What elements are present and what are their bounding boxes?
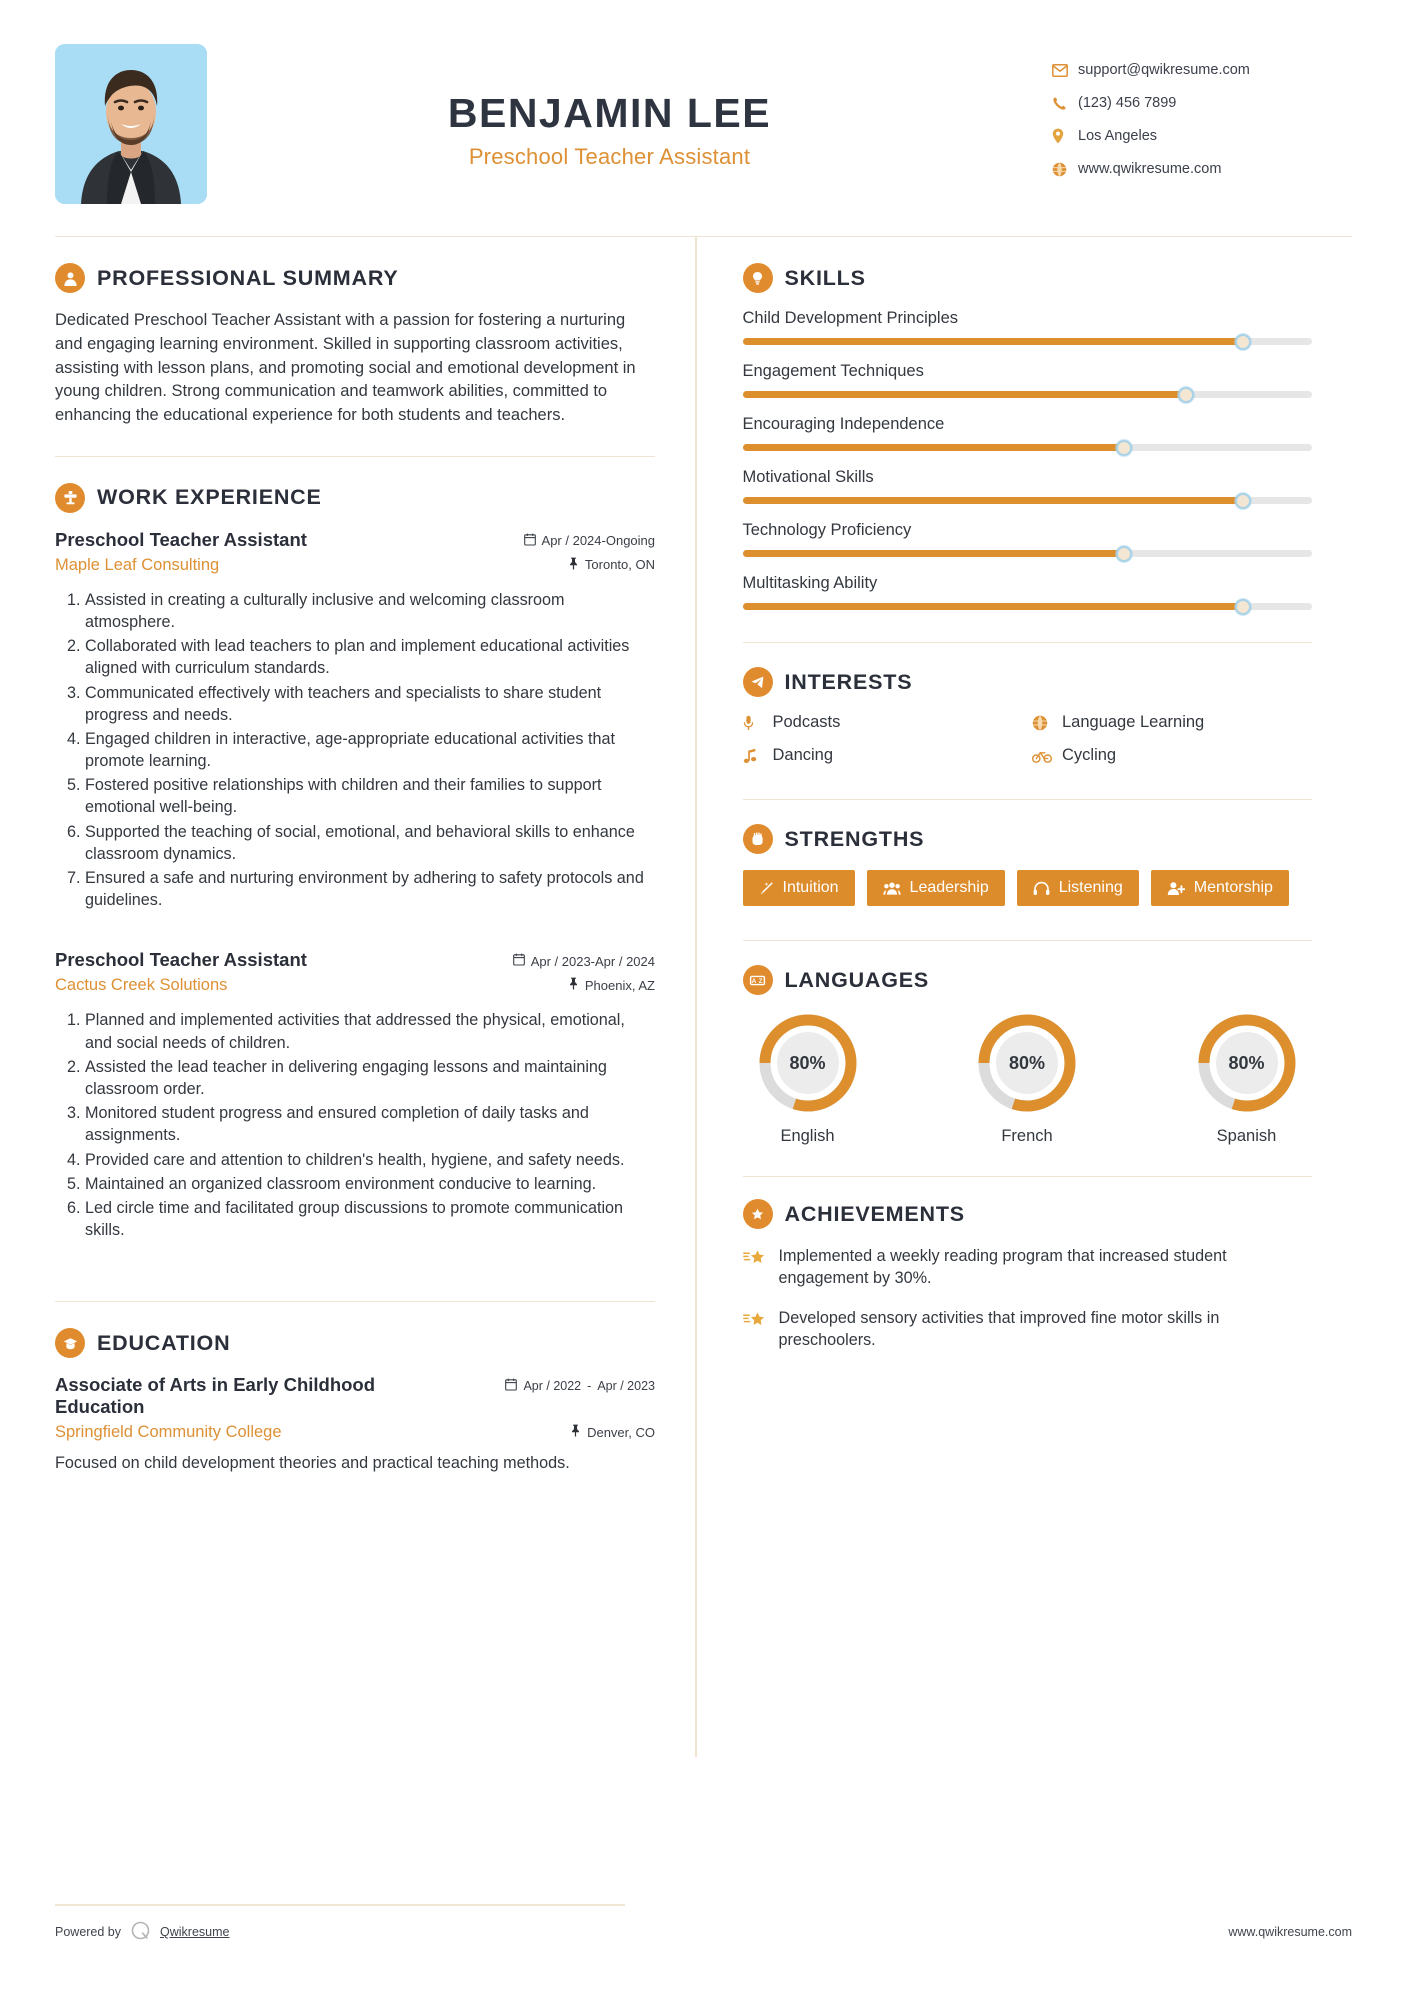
contact-location[interactable] — [1052, 128, 1352, 144]
section-languages — [743, 965, 1312, 1146]
languages-list — [743, 1011, 1312, 1146]
strength-label: Intuition — [782, 879, 839, 896]
language-name: English — [780, 1127, 835, 1145]
interest-label: Language Learning — [1062, 713, 1205, 731]
section-divider — [743, 1176, 1312, 1177]
avatar — [55, 44, 207, 204]
content-columns — [55, 237, 1352, 1757]
lightbulb-icon — [743, 263, 773, 293]
user-plus-icon — [1167, 881, 1185, 896]
right-column — [697, 237, 1312, 1369]
shooting-star-icon — [743, 1245, 767, 1273]
skill-slider[interactable] — [743, 603, 1312, 610]
page-footer — [55, 1904, 1352, 1944]
education-location-value: Denver, CO — [587, 1424, 655, 1440]
language-item — [962, 1011, 1092, 1146]
skill-slider[interactable] — [743, 550, 1312, 557]
language-name: French — [1001, 1127, 1053, 1145]
experience-location-value: Toronto, ON — [584, 557, 655, 573]
section-skills — [743, 263, 1312, 610]
list-item: 2. Collaborated with lead teachers to plan and implement educational activities aligned with curriculum standards. — [85, 635, 655, 679]
language-donut-chart — [1195, 1011, 1299, 1115]
experience-entry-header — [55, 949, 655, 971]
experience-location — [568, 977, 655, 993]
list-item: 1. Planned and implemented activities that addressed the physical, emotional, and social needs of children. — [85, 1009, 655, 1053]
qwikresume-logo-icon — [130, 1920, 151, 1944]
pushpin-icon — [570, 1424, 581, 1440]
left-column — [55, 237, 695, 1479]
experience-entry — [55, 529, 655, 912]
pushpin-icon — [568, 977, 579, 993]
skill-fill — [743, 444, 1124, 451]
list-item: 4. Provided care and attention to children's health, hygiene, and safety needs. — [85, 1149, 655, 1171]
language-donut-center — [777, 1032, 839, 1094]
language-icon — [743, 965, 773, 995]
list-item: 2. Assisted the lead teacher in delivering engaging lessons and maintaining classroom order. — [85, 1056, 655, 1100]
powered-by-block — [55, 1920, 229, 1944]
section-education — [55, 1328, 655, 1474]
music-note-icon — [743, 748, 763, 764]
footer-url[interactable]: www.qwikresume.com — [1228, 1925, 1352, 1939]
interest-label: Cycling — [1062, 746, 1117, 764]
contact-website[interactable] — [1052, 161, 1352, 177]
section-achievements — [743, 1199, 1312, 1351]
briefcase-icon — [55, 483, 85, 513]
section-strengths — [743, 824, 1312, 906]
experience-bullets — [55, 589, 655, 912]
section-heading — [55, 263, 655, 293]
language-item — [743, 1011, 873, 1146]
language-item — [1182, 1011, 1312, 1146]
skill-label: Technology Proficiency — [742, 521, 912, 539]
svg-text:A: A — [751, 977, 757, 985]
list-item: 3. Communicated effectively with teachers and specialists to share student progress and needs. — [85, 682, 655, 726]
language-donut-center — [996, 1032, 1058, 1094]
education-entry-subheader — [55, 1423, 655, 1442]
experience-company: Maple Leaf Consulting — [55, 555, 220, 574]
language-percent: 80% — [789, 1052, 826, 1073]
experience-date-value: Apr / 2023-Apr / 2024 — [530, 953, 655, 969]
skill-fill — [743, 497, 1244, 504]
education-description: Focused on child development theories and practical teaching methods. — [55, 1454, 570, 1473]
section-divider — [55, 1301, 655, 1302]
education-date-separator: - — [587, 1379, 592, 1394]
language-donut-chart — [756, 1011, 860, 1115]
calendar-icon — [524, 533, 536, 549]
shooting-star-icon — [743, 1307, 767, 1335]
job-title: Preschool Teacher Assistant — [468, 144, 751, 170]
experience-date — [513, 953, 655, 969]
section-interests — [743, 667, 1312, 765]
experience-date-value: Apr / 2024-Ongoing — [541, 533, 655, 549]
list-item: 1. Assisted in creating a culturally inclusive and welcoming classroom atmosphere. — [85, 589, 655, 633]
experience-title: Preschool Teacher Assistant — [55, 528, 307, 550]
experience-bullets — [55, 1009, 655, 1241]
achievement-text: Developed sensory activities that improved fine motor skills in preschoolers. — [778, 1309, 1220, 1350]
strength-chip — [1017, 870, 1139, 906]
brand-link[interactable]: Qwikresume — [160, 1925, 230, 1939]
education-location — [570, 1424, 655, 1440]
section-heading — [743, 965, 1312, 995]
microphone-icon — [743, 715, 763, 731]
list-item: 6. Supported the teaching of social, emotional, and behavioral skills to enhance classroom dynamics. — [85, 821, 655, 865]
skill-row — [743, 309, 1312, 345]
experience-date — [524, 533, 655, 549]
interest-item — [1032, 713, 1312, 732]
list-item: 4. Engaged children in interactive, age-appropriate educational activities that promote learning. — [85, 728, 655, 772]
achievement-item — [743, 1307, 1312, 1351]
strength-chip — [867, 870, 1005, 906]
education-date-end: Apr / 2023 — [597, 1378, 655, 1393]
footer-row — [55, 1920, 1352, 1944]
pushpin-icon — [568, 557, 579, 573]
section-professional-summary — [55, 263, 655, 428]
skill-label: Encouraging Independence — [742, 415, 945, 433]
users-icon — [883, 881, 901, 896]
section-divider — [743, 642, 1312, 643]
entry-spacer — [55, 915, 655, 949]
user-circle-icon — [55, 263, 85, 293]
calendar-icon — [513, 953, 525, 969]
section-title: PROFESSIONAL SUMMARY — [97, 265, 399, 290]
list-item: 6. Led circle time and facilitated group discussions to promote communication skills. — [85, 1197, 655, 1241]
section-heading — [55, 483, 655, 513]
section-heading — [743, 824, 1312, 854]
skill-row — [743, 415, 1312, 451]
experience-company: Cactus Creek Solutions — [55, 976, 228, 995]
experience-entry-subheader — [55, 556, 655, 575]
interest-item — [1032, 746, 1312, 765]
experience-location-value: Phoenix, AZ — [584, 977, 655, 993]
language-percent: 80% — [1008, 1052, 1046, 1073]
skill-fill — [743, 391, 1187, 398]
list-item: 7. Ensured a safe and nurturing environment by adhering to safety protocols and guidelines. — [85, 867, 655, 911]
language-donut-center — [1216, 1032, 1278, 1094]
skill-knob[interactable] — [1235, 493, 1251, 509]
section-heading — [743, 667, 1312, 697]
skill-knob[interactable] — [1116, 546, 1132, 562]
footer-divider — [55, 1904, 625, 1906]
skill-knob[interactable] — [1178, 387, 1194, 403]
contact-phone[interactable] — [1052, 95, 1352, 111]
section-title: STRENGTHS — [784, 826, 925, 851]
name-block — [207, 44, 1052, 170]
page-title: BENJAMIN LEE — [447, 90, 772, 136]
section-title: LANGUAGES — [784, 967, 930, 992]
envelope-icon — [1052, 64, 1078, 77]
calendar-icon — [505, 1378, 517, 1394]
globe-icon — [1052, 162, 1078, 177]
section-title: SKILLS — [784, 265, 866, 290]
achievement-text: Implemented a weekly reading program that increased student engagement by 30%. — [778, 1247, 1227, 1288]
education-date-start: Apr / 2022 — [523, 1378, 582, 1393]
strength-label: Mentorship — [1193, 879, 1273, 896]
skill-row — [743, 521, 1312, 557]
contact-list — [1052, 44, 1352, 194]
language-name: Spanish — [1216, 1127, 1277, 1145]
section-title: INTERESTS — [784, 669, 913, 694]
section-title: EDUCATION — [97, 1330, 231, 1355]
svg-text:Z: Z — [758, 977, 763, 985]
globe-icon — [1032, 715, 1052, 731]
skill-slider[interactable] — [743, 338, 1312, 345]
language-donut-chart — [975, 1011, 1079, 1115]
strength-label: Listening — [1058, 879, 1123, 896]
skill-row — [743, 574, 1312, 610]
strength-label: Leadership — [909, 879, 989, 896]
contact-website-value: www.qwikresume.com — [1078, 161, 1222, 177]
skill-fill — [743, 603, 1244, 610]
interest-label: Podcasts — [772, 713, 841, 731]
skill-slider[interactable] — [743, 497, 1312, 504]
list-item: 3. Monitored student progress and ensured completion of daily tasks and assignments. — [85, 1102, 655, 1146]
powered-by-label: Powered by — [55, 1925, 122, 1939]
bicycle-icon — [1032, 749, 1052, 763]
summary-text: Dedicated Preschool Teacher Assistant with a passion for fostering a nurturing and engaging learning environment. Skilled in supporting classroom activities, assisting with lesson plans, and promoting social and emotional development in young children. Strong communication and teamwork abilities, committed to enhancing the educational experience for both students and teachers. — [55, 311, 636, 424]
experience-title: Preschool Teacher Assistant — [55, 949, 307, 971]
skill-slider[interactable] — [743, 391, 1312, 398]
section-title: ACHIEVEMENTS — [784, 1201, 965, 1226]
skill-label: Multitasking Ability — [742, 574, 878, 592]
resume-header — [55, 30, 1352, 210]
education-date — [505, 1378, 655, 1394]
list-item: 5. Fostered positive relationships with children and their families to support emotional well-being. — [85, 774, 655, 818]
list-item: 5. Maintained an organized classroom environment conducive to learning. — [85, 1173, 655, 1195]
skill-label: Child Development Principles — [742, 309, 959, 327]
language-percent: 80% — [1228, 1052, 1265, 1073]
strength-chip — [1151, 870, 1289, 906]
education-degree: Associate of Arts in Early Childhood Education — [55, 1374, 376, 1418]
strengths-list — [743, 870, 1312, 906]
skill-knob[interactable] — [1235, 334, 1251, 350]
education-school: Springfield Community College — [55, 1423, 282, 1442]
contact-phone-value: (123) 456 7899 — [1078, 95, 1177, 111]
interests-grid — [743, 713, 1312, 765]
section-work-experience — [55, 483, 655, 1242]
education-entry-header — [55, 1374, 655, 1418]
experience-entry-header — [55, 529, 655, 551]
skill-fill — [743, 550, 1124, 557]
section-divider — [55, 456, 655, 457]
skill-knob[interactable] — [1235, 599, 1251, 615]
graduation-cap-icon — [55, 1328, 85, 1358]
section-divider — [743, 940, 1312, 941]
contact-email-value: support@qwikresume.com — [1078, 62, 1250, 78]
skill-row — [743, 468, 1312, 504]
skill-fill — [743, 338, 1244, 345]
education-entry — [55, 1374, 655, 1474]
headphones-icon — [1033, 881, 1050, 896]
profile-photo-illustration — [55, 44, 207, 204]
award-star-icon — [743, 1199, 773, 1229]
map-pin-icon — [1052, 128, 1078, 144]
experience-entry-subheader — [55, 976, 655, 995]
section-heading — [55, 1328, 655, 1358]
skill-slider[interactable] — [743, 444, 1312, 451]
interest-item — [743, 713, 1023, 732]
experience-location — [568, 557, 655, 573]
magic-wand-icon — [759, 881, 774, 896]
paper-plane-icon — [743, 667, 773, 697]
section-divider — [743, 799, 1312, 800]
skill-label: Engagement Techniques — [742, 362, 924, 380]
skill-row — [743, 362, 1312, 398]
section-heading — [743, 1199, 1312, 1229]
section-heading — [743, 263, 1312, 293]
interest-item — [743, 746, 1023, 765]
section-title: WORK EXPERIENCE — [97, 485, 322, 510]
fist-icon — [743, 824, 773, 854]
achievement-item — [743, 1245, 1312, 1289]
contact-location-value: Los Angeles — [1078, 128, 1158, 144]
skill-knob[interactable] — [1116, 440, 1132, 456]
strength-chip — [743, 870, 855, 906]
contact-email[interactable] — [1052, 62, 1352, 78]
skill-label: Motivational Skills — [742, 468, 874, 486]
interest-label: Dancing — [772, 746, 834, 764]
experience-entry — [55, 949, 655, 1241]
phone-icon — [1052, 96, 1078, 111]
